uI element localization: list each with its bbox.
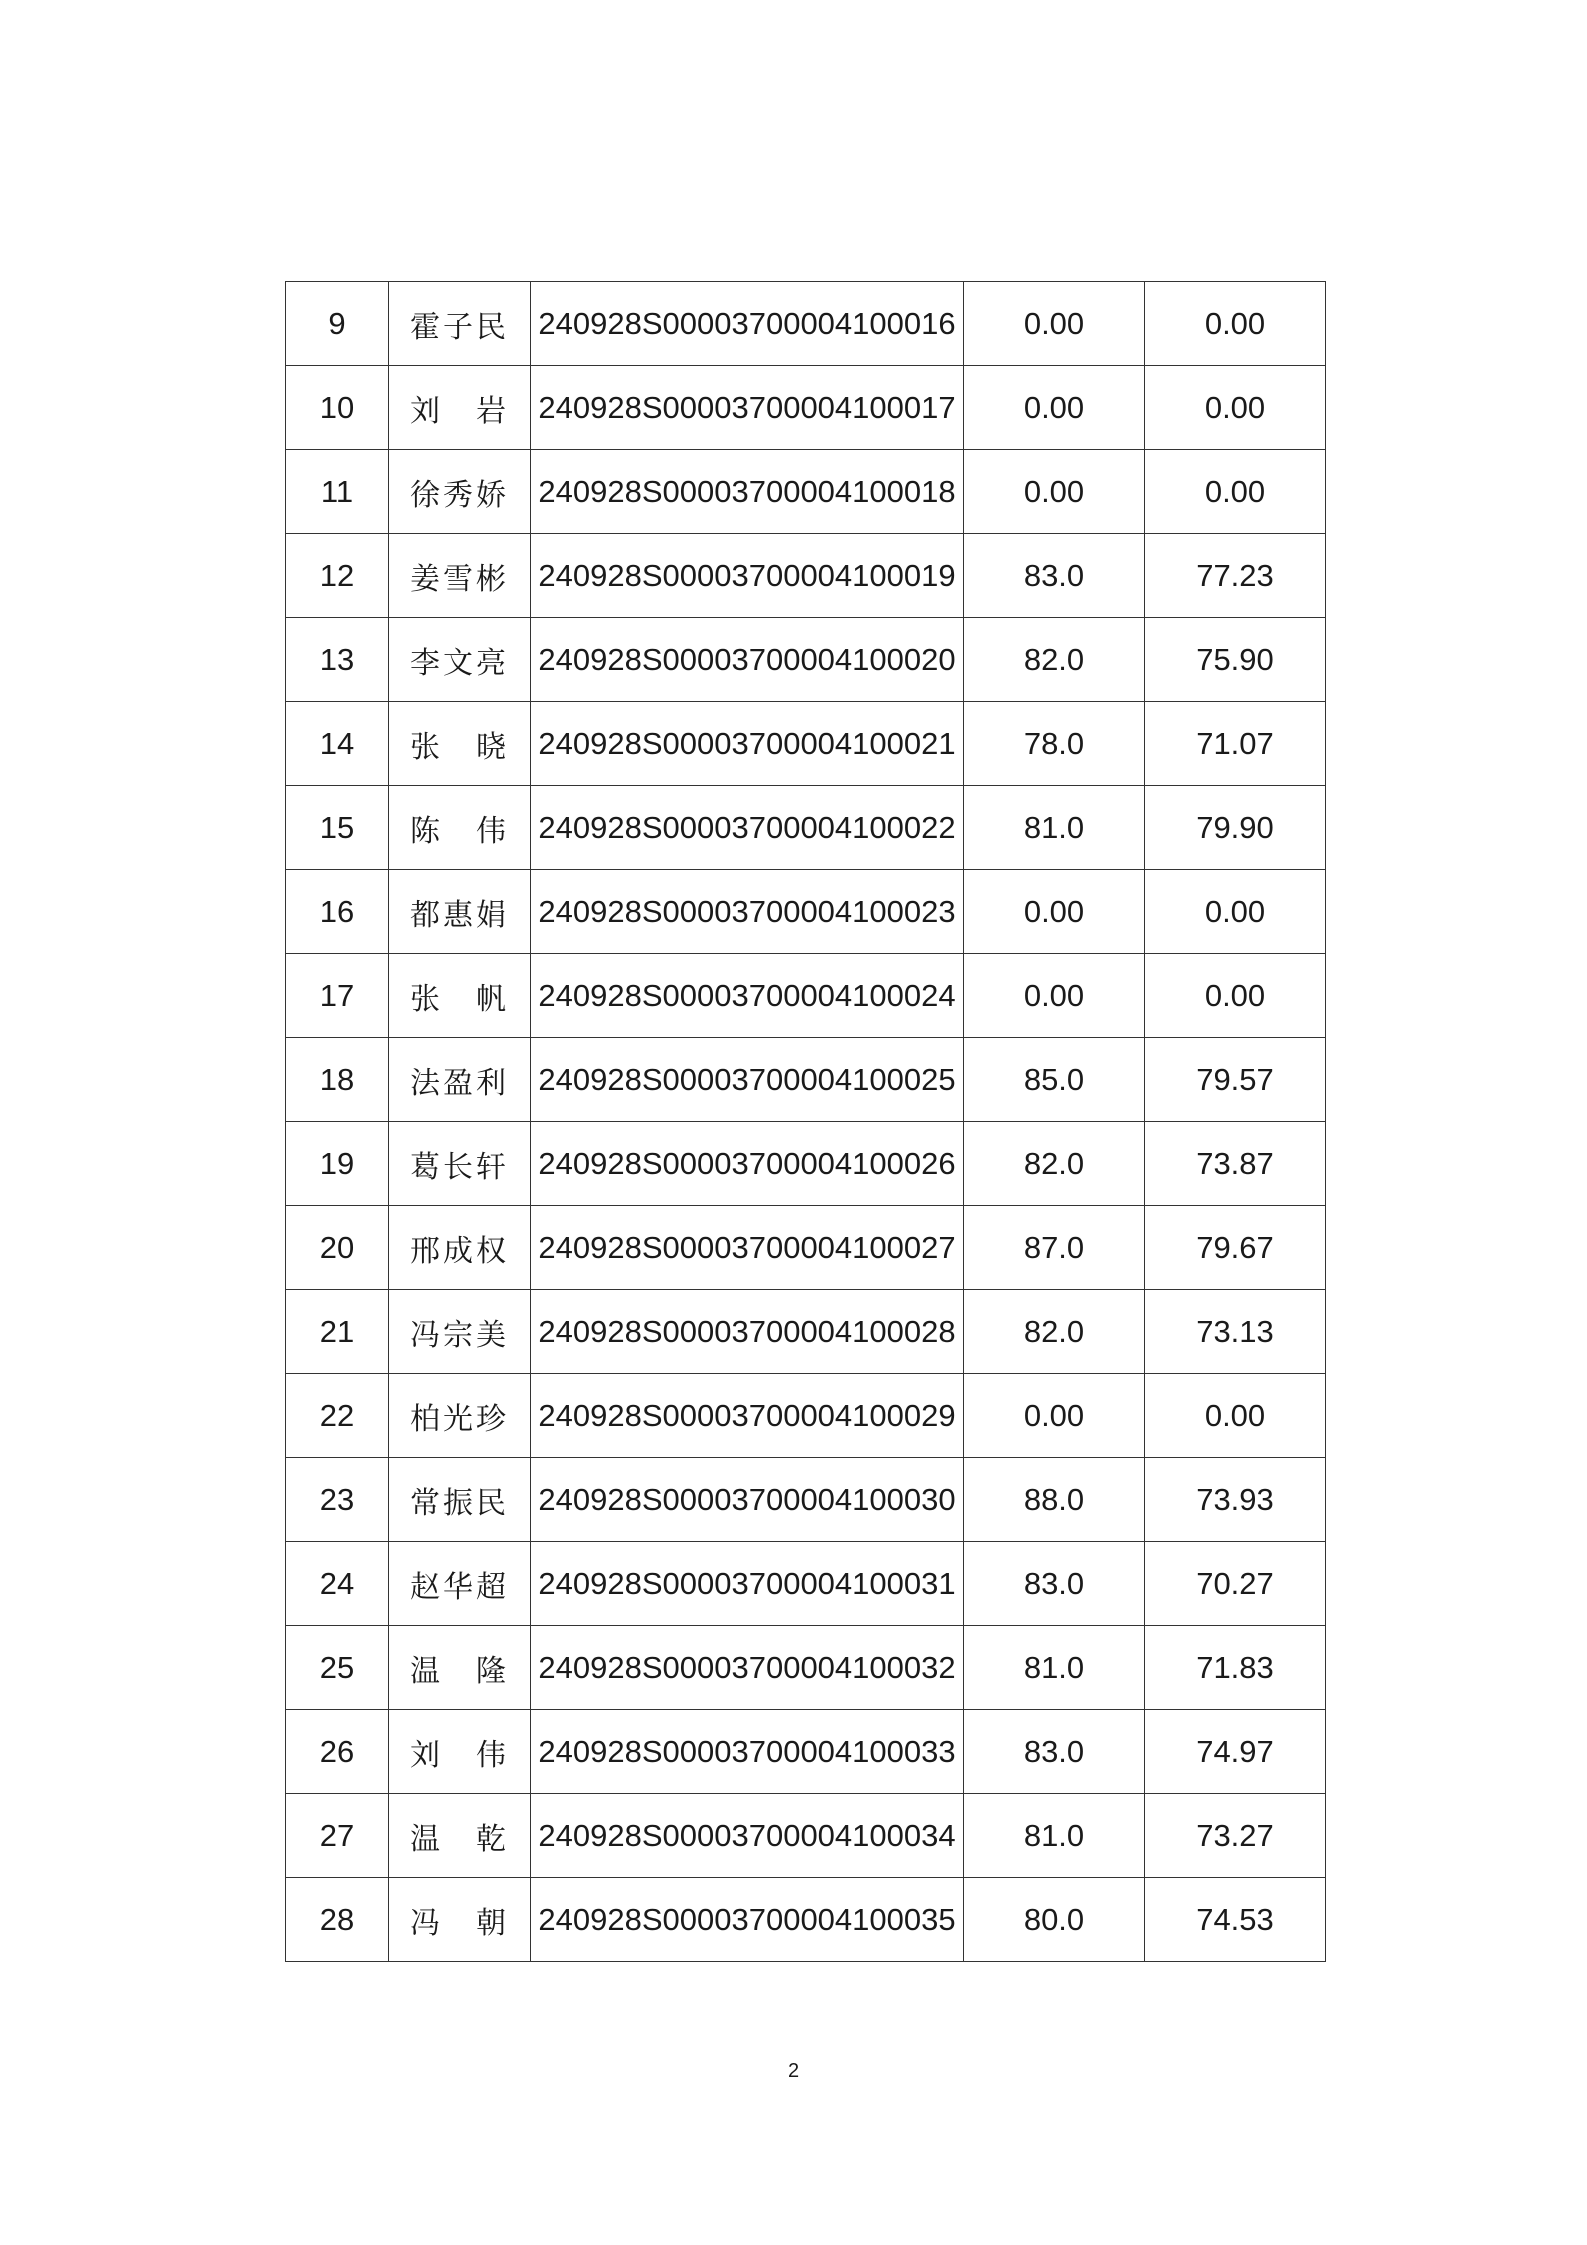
table-row <box>286 1374 1326 1458</box>
exam-id-cell: 240928S00003700004100035 <box>531 1878 964 1962</box>
score-2-cell: 73.13 <box>1145 1290 1326 1374</box>
score-1-cell: 82.0 <box>964 1290 1145 1374</box>
score-1-cell: 0.00 <box>964 1374 1145 1458</box>
candidate-name-cell: 法盈利 <box>389 1038 531 1122</box>
table-row <box>286 618 1326 702</box>
exam-id-cell: 240928S00003700004100020 <box>531 618 964 702</box>
candidate-name-cell: 温 乾 <box>389 1794 531 1878</box>
score-1-cell: 81.0 <box>964 1794 1145 1878</box>
row-number-cell: 15 <box>286 786 389 870</box>
score-1-cell: 82.0 <box>964 1122 1145 1206</box>
row-number-cell: 25 <box>286 1626 389 1710</box>
exam-id-cell: 240928S00003700004100019 <box>531 534 964 618</box>
table-row <box>286 1794 1326 1878</box>
table-row <box>286 1206 1326 1290</box>
exam-id-cell: 240928S00003700004100022 <box>531 786 964 870</box>
exam-id-cell: 240928S00003700004100031 <box>531 1542 964 1626</box>
exam-id-cell: 240928S00003700004100030 <box>531 1458 964 1542</box>
row-number-cell: 20 <box>286 1206 389 1290</box>
table-row <box>286 450 1326 534</box>
score-2-cell: 0.00 <box>1145 450 1326 534</box>
exam-id-cell: 240928S00003700004100032 <box>531 1626 964 1710</box>
candidate-name-cell: 张 晓 <box>389 702 531 786</box>
row-number-cell: 22 <box>286 1374 389 1458</box>
score-2-cell: 79.57 <box>1145 1038 1326 1122</box>
candidate-name-cell: 邢成权 <box>389 1206 531 1290</box>
row-number-cell: 19 <box>286 1122 389 1206</box>
score-2-cell: 73.93 <box>1145 1458 1326 1542</box>
score-2-cell: 77.23 <box>1145 534 1326 618</box>
row-number-cell: 23 <box>286 1458 389 1542</box>
candidate-name-cell: 葛长轩 <box>389 1122 531 1206</box>
row-number-cell: 11 <box>286 450 389 534</box>
row-number-cell: 27 <box>286 1794 389 1878</box>
table-row <box>286 1710 1326 1794</box>
candidate-name-cell: 陈 伟 <box>389 786 531 870</box>
row-number-cell: 9 <box>286 282 389 366</box>
row-number-cell: 16 <box>286 870 389 954</box>
row-number-cell: 10 <box>286 366 389 450</box>
exam-id-cell: 240928S00003700004100024 <box>531 954 964 1038</box>
score-1-cell: 0.00 <box>964 282 1145 366</box>
score-2-cell: 71.07 <box>1145 702 1326 786</box>
score-1-cell: 83.0 <box>964 1710 1145 1794</box>
results-table <box>285 281 1326 1962</box>
score-1-cell: 81.0 <box>964 1626 1145 1710</box>
exam-id-cell: 240928S00003700004100033 <box>531 1710 964 1794</box>
score-1-cell: 87.0 <box>964 1206 1145 1290</box>
table-row <box>286 1122 1326 1206</box>
score-1-cell: 0.00 <box>964 450 1145 534</box>
score-1-cell: 0.00 <box>964 954 1145 1038</box>
score-2-cell: 70.27 <box>1145 1542 1326 1626</box>
candidate-name-cell: 刘 岩 <box>389 366 531 450</box>
row-number-cell: 24 <box>286 1542 389 1626</box>
table-row <box>286 1878 1326 1962</box>
score-2-cell: 74.53 <box>1145 1878 1326 1962</box>
exam-id-cell: 240928S00003700004100023 <box>531 870 964 954</box>
table-row <box>286 282 1326 366</box>
candidate-name-cell: 徐秀娇 <box>389 450 531 534</box>
exam-id-cell: 240928S00003700004100017 <box>531 366 964 450</box>
row-number-cell: 28 <box>286 1878 389 1962</box>
table-row <box>286 1290 1326 1374</box>
table-row <box>286 1626 1326 1710</box>
score-2-cell: 0.00 <box>1145 282 1326 366</box>
candidate-name-cell: 冯 朝 <box>389 1878 531 1962</box>
exam-id-cell: 240928S00003700004100029 <box>531 1374 964 1458</box>
exam-id-cell: 240928S00003700004100027 <box>531 1206 964 1290</box>
row-number-cell: 14 <box>286 702 389 786</box>
exam-id-cell: 240928S00003700004100025 <box>531 1038 964 1122</box>
score-2-cell: 73.27 <box>1145 1794 1326 1878</box>
score-2-cell: 0.00 <box>1145 1374 1326 1458</box>
candidate-name-cell: 姜雪彬 <box>389 534 531 618</box>
exam-id-cell: 240928S00003700004100016 <box>531 282 964 366</box>
table-row <box>286 534 1326 618</box>
results-table-body <box>286 282 1326 1962</box>
candidate-name-cell: 冯宗美 <box>389 1290 531 1374</box>
exam-id-cell: 240928S00003700004100018 <box>531 450 964 534</box>
score-1-cell: 0.00 <box>964 366 1145 450</box>
table-row <box>286 786 1326 870</box>
score-1-cell: 0.00 <box>964 870 1145 954</box>
row-number-cell: 12 <box>286 534 389 618</box>
table-row <box>286 1038 1326 1122</box>
score-2-cell: 0.00 <box>1145 366 1326 450</box>
exam-id-cell: 240928S00003700004100034 <box>531 1794 964 1878</box>
candidate-name-cell: 霍子民 <box>389 282 531 366</box>
score-2-cell: 79.67 <box>1145 1206 1326 1290</box>
exam-id-cell: 240928S00003700004100026 <box>531 1122 964 1206</box>
row-number-cell: 18 <box>286 1038 389 1122</box>
exam-id-cell: 240928S00003700004100021 <box>531 702 964 786</box>
candidate-name-cell: 柏光珍 <box>389 1374 531 1458</box>
table-row <box>286 702 1326 786</box>
score-1-cell: 88.0 <box>964 1458 1145 1542</box>
score-2-cell: 73.87 <box>1145 1122 1326 1206</box>
candidate-name-cell: 赵华超 <box>389 1542 531 1626</box>
candidate-name-cell: 李文亮 <box>389 618 531 702</box>
table-row <box>286 870 1326 954</box>
row-number-cell: 26 <box>286 1710 389 1794</box>
row-number-cell: 17 <box>286 954 389 1038</box>
table-row <box>286 366 1326 450</box>
score-1-cell: 83.0 <box>964 534 1145 618</box>
score-2-cell: 79.90 <box>1145 786 1326 870</box>
candidate-name-cell: 张 帆 <box>389 954 531 1038</box>
exam-id-cell: 240928S00003700004100028 <box>531 1290 964 1374</box>
score-2-cell: 74.97 <box>1145 1710 1326 1794</box>
score-1-cell: 83.0 <box>964 1542 1145 1626</box>
score-1-cell: 85.0 <box>964 1038 1145 1122</box>
row-number-cell: 13 <box>286 618 389 702</box>
score-1-cell: 82.0 <box>964 618 1145 702</box>
candidate-name-cell: 温 隆 <box>389 1626 531 1710</box>
score-1-cell: 78.0 <box>964 702 1145 786</box>
score-2-cell: 71.83 <box>1145 1626 1326 1710</box>
candidate-name-cell: 刘 伟 <box>389 1710 531 1794</box>
score-1-cell: 81.0 <box>964 786 1145 870</box>
table-row <box>286 954 1326 1038</box>
score-1-cell: 80.0 <box>964 1878 1145 1962</box>
candidate-name-cell: 常振民 <box>389 1458 531 1542</box>
score-2-cell: 0.00 <box>1145 870 1326 954</box>
page-number: 2 <box>787 2060 800 2082</box>
candidate-name-cell: 都惠娟 <box>389 870 531 954</box>
table-row <box>286 1458 1326 1542</box>
table-row <box>286 1542 1326 1626</box>
score-2-cell: 75.90 <box>1145 618 1326 702</box>
score-2-cell: 0.00 <box>1145 954 1326 1038</box>
row-number-cell: 21 <box>286 1290 389 1374</box>
